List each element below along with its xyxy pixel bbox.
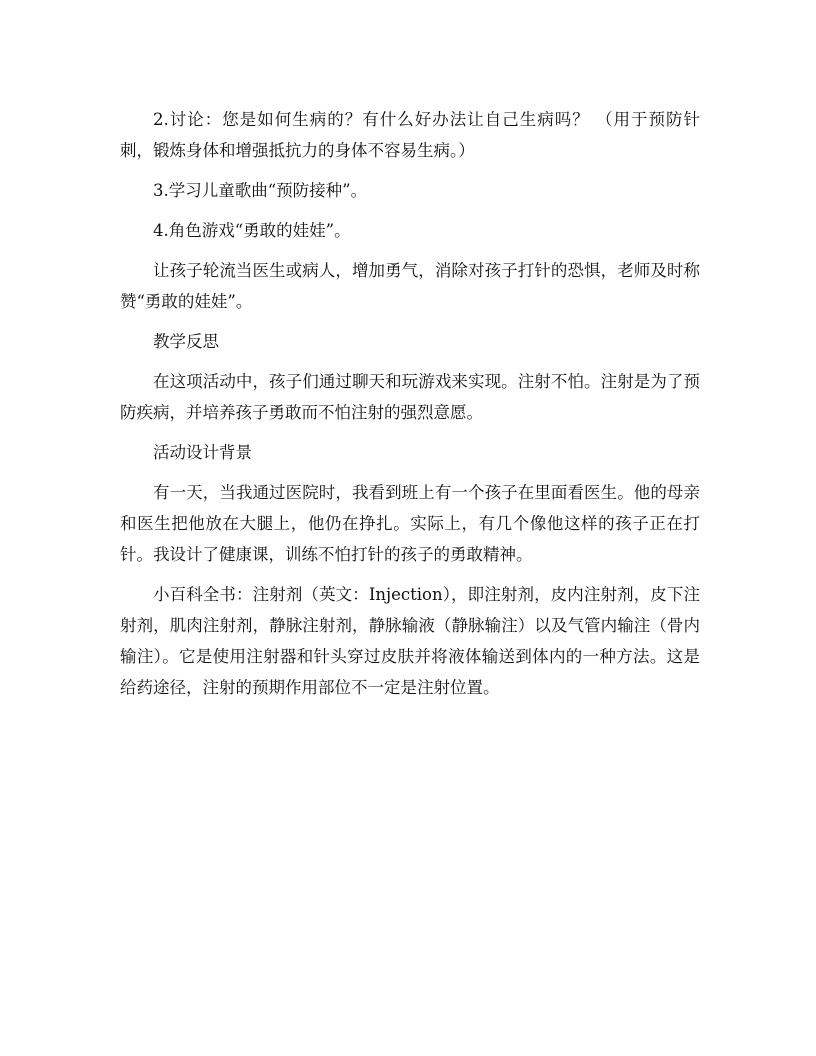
paragraph-reflection: 在这项活动中，孩子们通过聊天和玩游戏来实现。注射不怕。注射是为了预防疾病，并培养孩子勇敢而不怕注射的强烈意愿。 xyxy=(120,372,700,422)
paragraph-role-play-detail: 让孩子轮流当医生或病人，增加勇气，消除对孩子打针的恐惧，老师及时称赞“勇敢的娃娃”。 xyxy=(120,261,700,311)
heading-teaching-reflection: 教学反思 xyxy=(153,332,219,351)
paragraph-role-play: 4.角色游戏“勇敢的娃娃”。 xyxy=(153,221,351,240)
paragraph-discussion: 2.讨论：您是如何生病的？有什么好办法让自己生病吗？ （用于预防针刺，锻炼身体和增强抵抗力的身体不容易生病。） xyxy=(120,110,700,160)
paragraph-encyclopedia: 小百科全书：注射剂（英文：Injection），即注射剂，皮内注射剂，皮下注射剂，肌肉注射剂，静脉注射剂，静脉输液（静脉输注）以及气管内输注（骨内输注）。它是使用注射器和针头穿过皮肤并将液体输送到体内的一种方法。这是给药途径，注射的预期作用部位不一定是注射位置。 xyxy=(120,585,700,697)
paragraph-background: 有一天，当我通过医院时，我看到班上有一个孩子在里面看医生。他的母亲和医生把他放在大腿上，他仍在挣扎。实际上，有几个像他这样的孩子正在打针。我设计了健康课，训练不怕打针的孩子的勇敢精神。 xyxy=(120,483,700,564)
paragraph-learn-song: 3.学习儿童歌曲“预防接种”。 xyxy=(153,181,368,200)
heading-design-background: 活动设计背景 xyxy=(153,443,252,462)
document-body xyxy=(120,104,700,712)
